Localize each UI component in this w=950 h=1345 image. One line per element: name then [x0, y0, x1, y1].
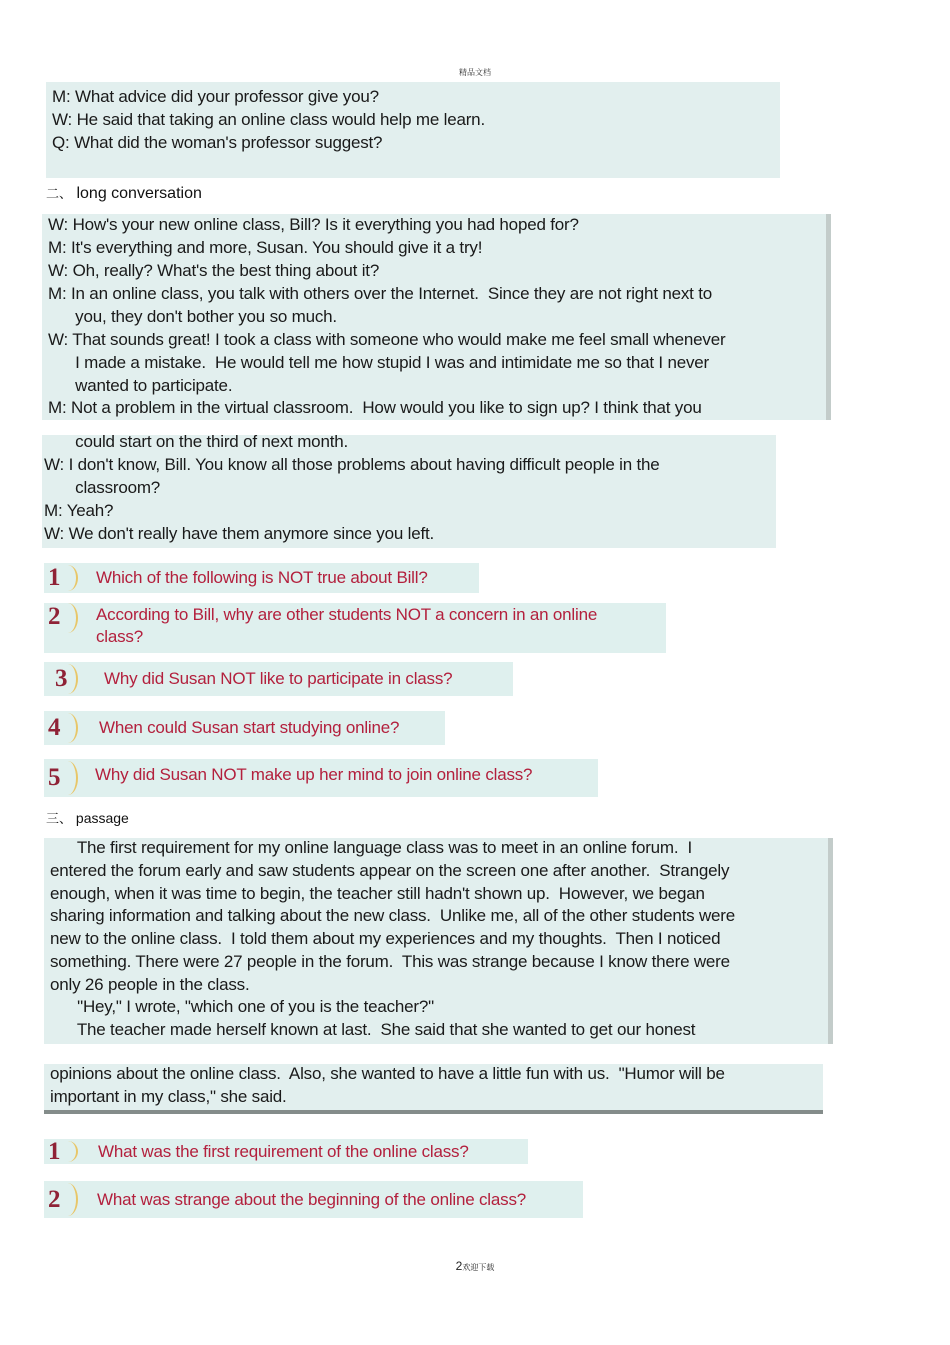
passage-line: something. There were 27 people in the forum. This was strange because I know there were	[50, 952, 730, 971]
question-number-badge: 3	[44, 662, 74, 696]
question-number-badge: 1	[44, 1139, 74, 1164]
passage-line: The first requirement for my online language class was to meet in an online forum. I	[50, 838, 692, 857]
footer-label: 欢迎下载	[462, 1263, 495, 1272]
question-number-badge: 2	[44, 1181, 74, 1218]
section-heading-passage	[46, 808, 129, 827]
question-text: When could Susan start studying online?	[99, 718, 400, 737]
passage-line: entered the forum early and saw students appear on the screen one after another. Strangely	[50, 861, 730, 880]
question-text: Why did Susan NOT make up her mind to join online class?	[95, 765, 533, 784]
short-dialog-box	[46, 82, 780, 178]
conversation-line: classroom?	[48, 478, 161, 497]
section-prefix: 三、	[46, 812, 73, 827]
question-number-badge: 1	[44, 563, 74, 593]
section-title: passage	[72, 810, 129, 826]
conversation-line: W: That sounds great! I took a class with someone who would make me feel small whenever	[48, 330, 726, 349]
page-footer	[0, 1259, 950, 1273]
passage-line: The teacher made herself known at last. She said that she wanted to get our honest	[50, 1020, 696, 1039]
conversation-line: M: Yeah?	[44, 501, 114, 520]
question-3	[44, 662, 513, 696]
question-1	[44, 563, 479, 593]
header-watermark: 精品文档	[459, 68, 491, 77]
question-4	[44, 711, 445, 745]
question-number-badge: 5	[44, 759, 74, 797]
passage-line: new to the online class. I told them about my experiences and my thoughts. Then I noticed	[50, 929, 721, 948]
conversation-line: W: Oh, really? What's the best thing about it?	[48, 261, 380, 280]
passage-line: "Hey," I wrote, "which one of you is the teacher?"	[50, 997, 434, 1016]
question-number-badge: 2	[44, 603, 74, 653]
dialog-line: M: What advice did your professor give you?	[52, 87, 379, 106]
passage-question-1	[44, 1139, 528, 1164]
section-title: long conversation	[72, 185, 202, 202]
passage-box-2	[44, 1064, 823, 1114]
question-text: Why did Susan NOT like to participate in class?	[104, 669, 453, 688]
passage-line: important in my class," she said.	[50, 1087, 287, 1106]
question-2	[44, 603, 666, 653]
conversation-box-1	[42, 214, 831, 420]
conversation-line: W: How's your new online class, Bill? Is it everything you had hoped for?	[48, 215, 579, 234]
conversation-line: M: Not a problem in the virtual classroom. How would you like to sign up? I think that you	[48, 398, 702, 417]
conversation-line: I made a mistake. He would tell me how stupid I was and intimidate me so that I never	[48, 353, 709, 372]
passage-line: sharing information and talking about the new class. Unlike me, all of the other students were	[50, 906, 735, 925]
dialog-line: Q: What did the woman's professor suggest?	[52, 133, 383, 152]
section-heading-long-conversation	[46, 183, 202, 203]
passage-question-2	[44, 1181, 583, 1218]
question-text: Which of the following is NOT true about Bill?	[96, 568, 428, 587]
question-number-badge: 4	[44, 711, 74, 745]
passage-line: opinions about the online class. Also, she wanted to have a little fun with us. "Humor will be	[50, 1064, 725, 1083]
conversation-line: M: In an online class, you talk with others over the Internet. Since they are not right next to	[48, 284, 712, 303]
question-text: What was the first requirement of the online class?	[98, 1141, 469, 1161]
dialog-line: W: He said that taking an online class would help me learn.	[52, 110, 485, 129]
conversation-line: M: It's everything and more, Susan. You should give it a try!	[48, 238, 483, 257]
passage-line: only 26 people in the class.	[50, 975, 250, 994]
conversation-line: W: We don't really have them anymore since you left.	[44, 524, 435, 543]
passage-line: enough, when it was time to begin, the teacher still hadn't shown up. However, we began	[50, 884, 705, 903]
conversation-line: could start on the third of next month.	[48, 432, 348, 451]
conversation-line: wanted to participate.	[48, 376, 233, 395]
conversation-line: W: I don't know, Bill. You know all those problems about having difficult people in the	[44, 455, 660, 474]
question-5	[44, 759, 598, 797]
question-text: What was strange about the beginning of the online class?	[97, 1189, 526, 1209]
question-text: According to Bill, why are other students NOT a concern in an online class?	[96, 605, 598, 646]
passage-box-1	[44, 838, 833, 1044]
section-prefix: 二、	[46, 187, 73, 202]
page-number: 2	[455, 1259, 463, 1273]
conversation-box-2	[42, 432, 776, 548]
conversation-line: you, they don't bother you so much.	[48, 307, 337, 326]
